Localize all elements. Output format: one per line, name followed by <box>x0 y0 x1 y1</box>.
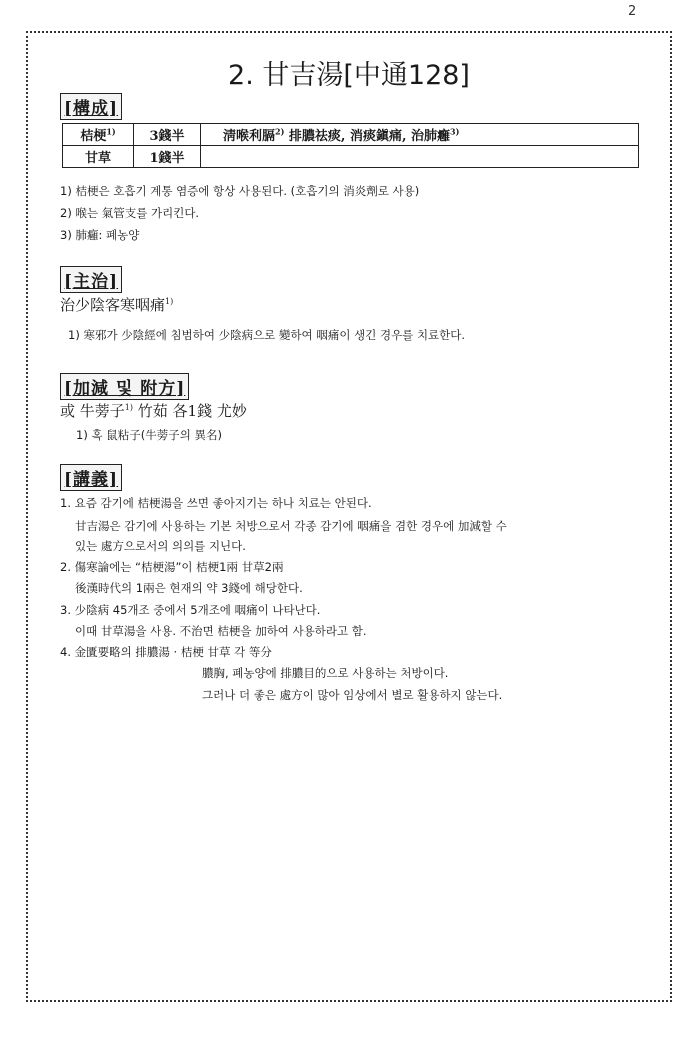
herb-name: 甘草 <box>84 151 111 166</box>
table-row <box>63 124 639 146</box>
footnote-ref: 1) <box>106 126 116 137</box>
lecture-line: 3. 少陰病 45개조 중에서 5개조에 咽痛이 나타난다. <box>60 603 321 617</box>
page-title: 2. 甘吉湯[中通128] <box>228 60 470 91</box>
modification-text <box>60 400 247 421</box>
dose-cell: 3錢半 <box>134 124 201 146</box>
indication-text <box>60 294 173 315</box>
lecture-line: 이때 甘草湯을 사용. 不治면 桔梗을 加하여 사용하라고 함. <box>75 624 367 638</box>
footnote-ref: 1) <box>165 297 174 306</box>
lecture-line: 있는 處方으로서의 의의를 지닌다. <box>75 539 246 553</box>
composition-note: 2) 喉는 氣管支를 가리킨다. <box>60 206 200 220</box>
composition-note: 3) 肺癰: 폐농양 <box>60 228 140 242</box>
modification-main: 或 牛蒡子 <box>60 402 125 420</box>
herb-cell <box>63 146 134 168</box>
effect-text: 排膿祛痰, 消痰鎭痛, 治肺癰 <box>284 129 451 144</box>
modification-note: 1) 혹 鼠粘子(牛蒡子의 異名) <box>76 428 222 442</box>
indication-main: 治少陰客寒咽痛 <box>60 296 166 314</box>
effect-cell <box>201 146 639 168</box>
section-composition-heading <box>60 93 122 120</box>
section-indication-heading <box>60 266 122 293</box>
footnote-ref: 3) <box>450 126 460 137</box>
lecture-line: 後漢時代의 1兩은 현재의 약 3錢에 해당한다. <box>75 581 303 595</box>
page-corner-mark: 2 <box>628 4 637 19</box>
modification-main: 竹茹 各1錢 尤妙 <box>133 402 247 420</box>
footnote-ref: 1) <box>124 403 133 412</box>
dose-cell: 1錢半 <box>134 146 201 168</box>
section-modification-heading <box>60 373 189 400</box>
footnote-ref: 2) <box>275 126 285 137</box>
lecture-line: 4. 金匱要略의 排膿湯 · 桔梗 甘草 각 等分 <box>60 645 272 659</box>
lecture-line: 1. 요즘 감기에 桔梗湯을 쓰면 좋아지기는 하나 치료는 안된다. <box>60 496 372 510</box>
table-row <box>63 146 639 168</box>
lecture-line: 그러나 더 좋은 處方이 많아 임상에서 별로 활용하지 않는다. <box>202 688 503 702</box>
section-label: [加減 및 附方] <box>60 373 189 400</box>
lecture-line: 甘吉湯은 감기에 사용하는 기본 처방으로서 각종 감기에 咽痛을 겸한 경우에 加減할 수 <box>75 519 507 533</box>
section-label: [構成] <box>60 93 122 120</box>
lecture-line: 膿胸, 폐농양에 排膿目的으로 사용하는 처방이다. <box>202 666 449 680</box>
composition-note: 1) 桔梗은 호흡기 계통 염증에 항상 사용된다. (호흡기의 消炎劑로 사용) <box>60 184 420 198</box>
section-label: [講義] <box>60 464 122 491</box>
page-frame <box>26 31 672 1002</box>
indication-note: 1) 寒邪가 少陰經에 침범하여 少陰病으로 變하여 咽痛이 생긴 경우를 치료한다. <box>68 328 466 342</box>
section-lecture-heading <box>60 464 122 491</box>
lecture-line: 2. 傷寒論에는 “桔梗湯”이 桔梗1兩 甘草2兩 <box>60 560 284 574</box>
section-label: [主治] <box>60 266 122 293</box>
effect-cell <box>201 124 639 146</box>
effect-text: 淸喉利膈 <box>223 129 276 144</box>
herb-name: 桔梗 <box>80 129 107 144</box>
composition-table <box>62 123 639 168</box>
herb-cell <box>63 124 134 146</box>
